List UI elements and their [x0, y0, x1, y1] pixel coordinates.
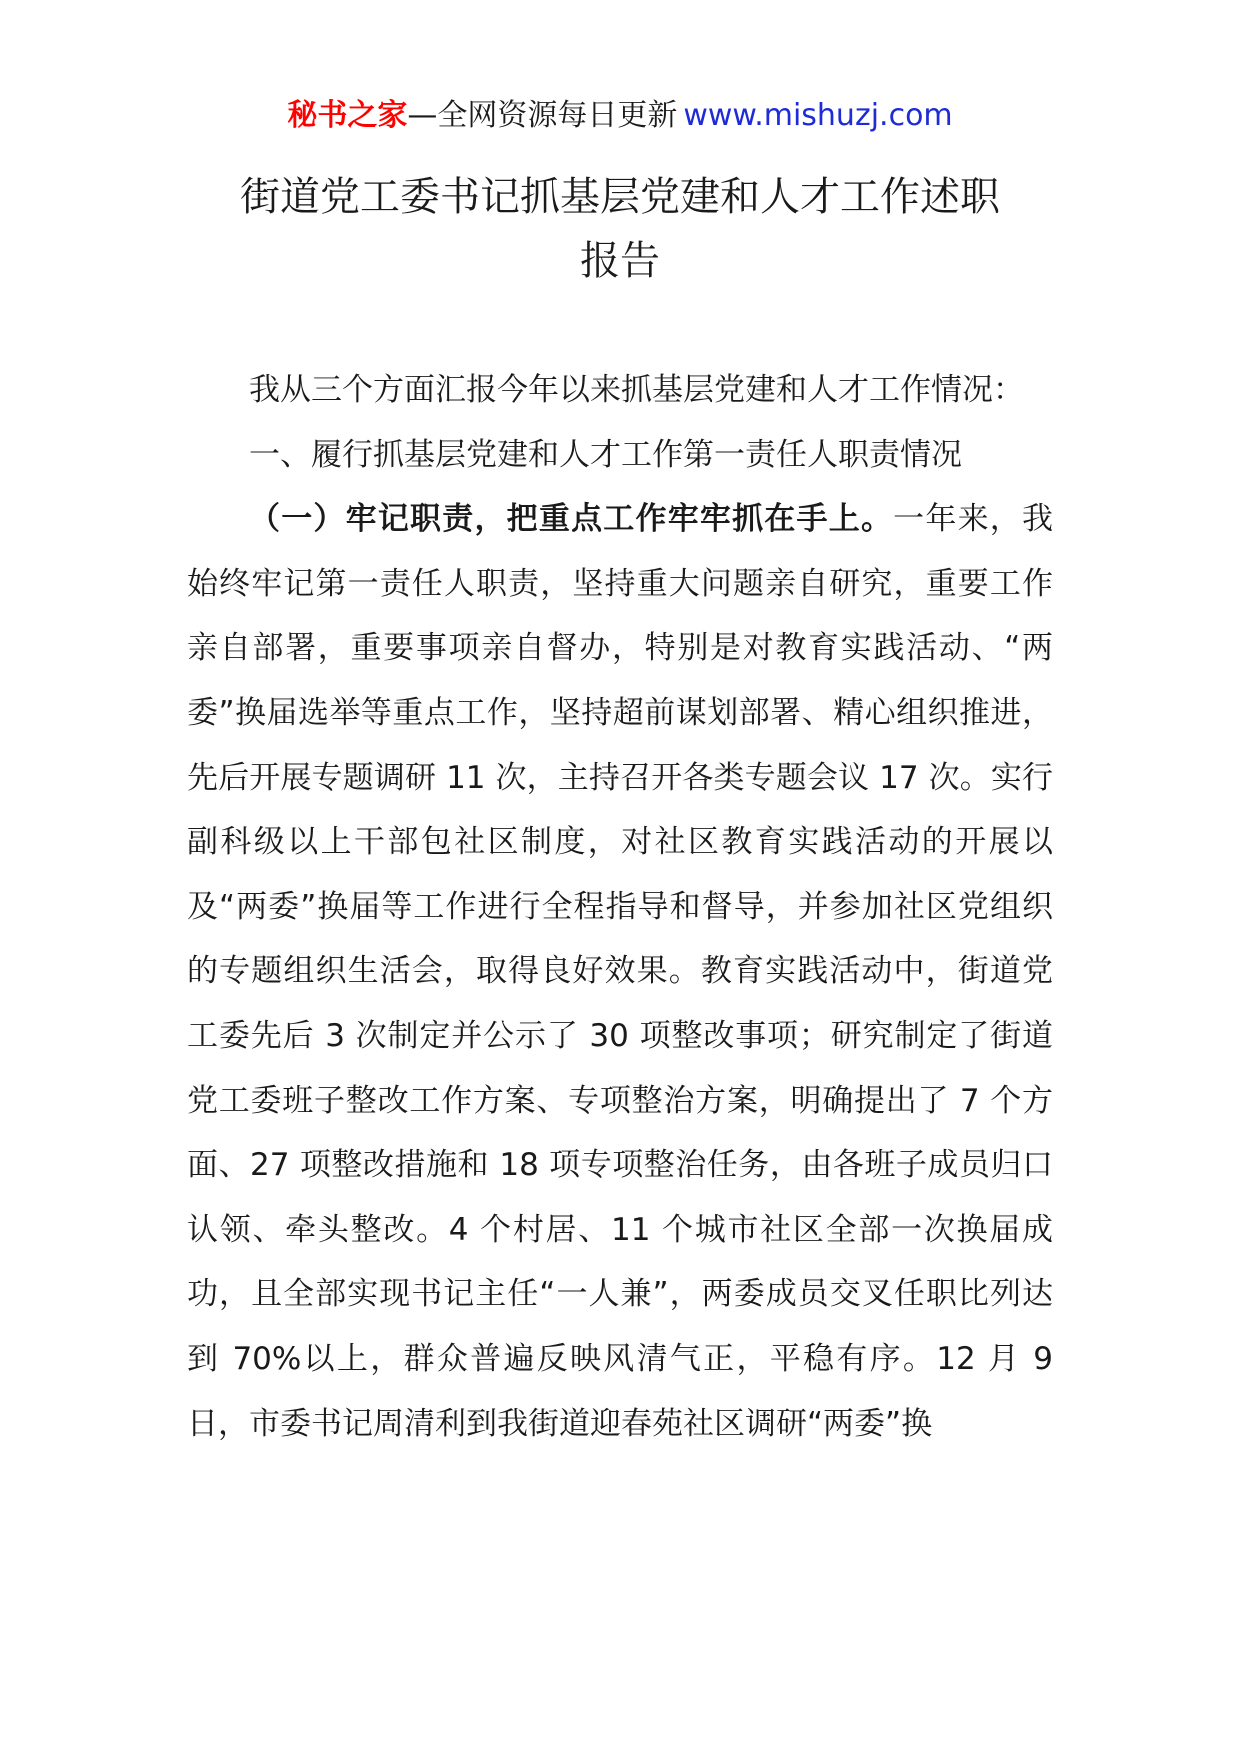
site-banner: [0, 98, 1240, 134]
brand-name: 秘书之家: [287, 98, 408, 133]
banner-slogan: —全网资源每日更新: [407, 98, 678, 133]
document-body: [187, 358, 1053, 1456]
subsection-paragraph-1: [187, 487, 1053, 1456]
title-line-1: 街道党工委书记抓基层党建和人才工作述职: [240, 174, 1000, 220]
title-line-2: 报告: [580, 238, 660, 284]
section-heading-1: 一、履行抓基层党建和人才工作第一责任人职责情况: [249, 436, 962, 473]
document-title: [190, 165, 1050, 293]
subsection-text-1: 一年来，我始终牢记第一责任人职责，坚持重大问题亲自研究，重要工作亲自部署，重要事项亲自督办，特别是对教育实践活动、“两委”换届选举等重点工作，坚持超前谋划部署、精心组织推进，先后开展专题调研 11 次，主持召开各类专题会议 17 次。实行副科级以上干部包社区制度，对社区教育实践活动的开展以及“两委”换届等工作进行全程指导和督导，并参加社区党组织的专题组织生活会，取得良好效果。教育实践活动中，街道党工委先后 3 次制定并公示了 30 项整改事项；研究制定了街道党工委班子整改工作方案、专项整治方案，明确提出了 7 个方面、27 项整改措施和 18 项专项整治任务，由各班子成员归口认领、牵头整改。4 个村居、11 个城市社区全部一次换届成功，且全部实现书记主任“一人兼”，两委成员交叉任职比列达到 70%以上，群众普遍反映风清气正，平稳有序。12 月 9 日，市委书记周清利到我街道迎春苑社区调研“两委”换: [187, 501, 1054, 1442]
intro-paragraph: 我从三个方面汇报今年以来抓基层党建和人才工作情况：: [249, 372, 1024, 408]
site-url-link[interactable]: www.mishuzj.com: [683, 98, 953, 133]
subsection-lead-1: （一）牢记职责，把重点工作牢牢抓在手上。: [249, 501, 894, 538]
